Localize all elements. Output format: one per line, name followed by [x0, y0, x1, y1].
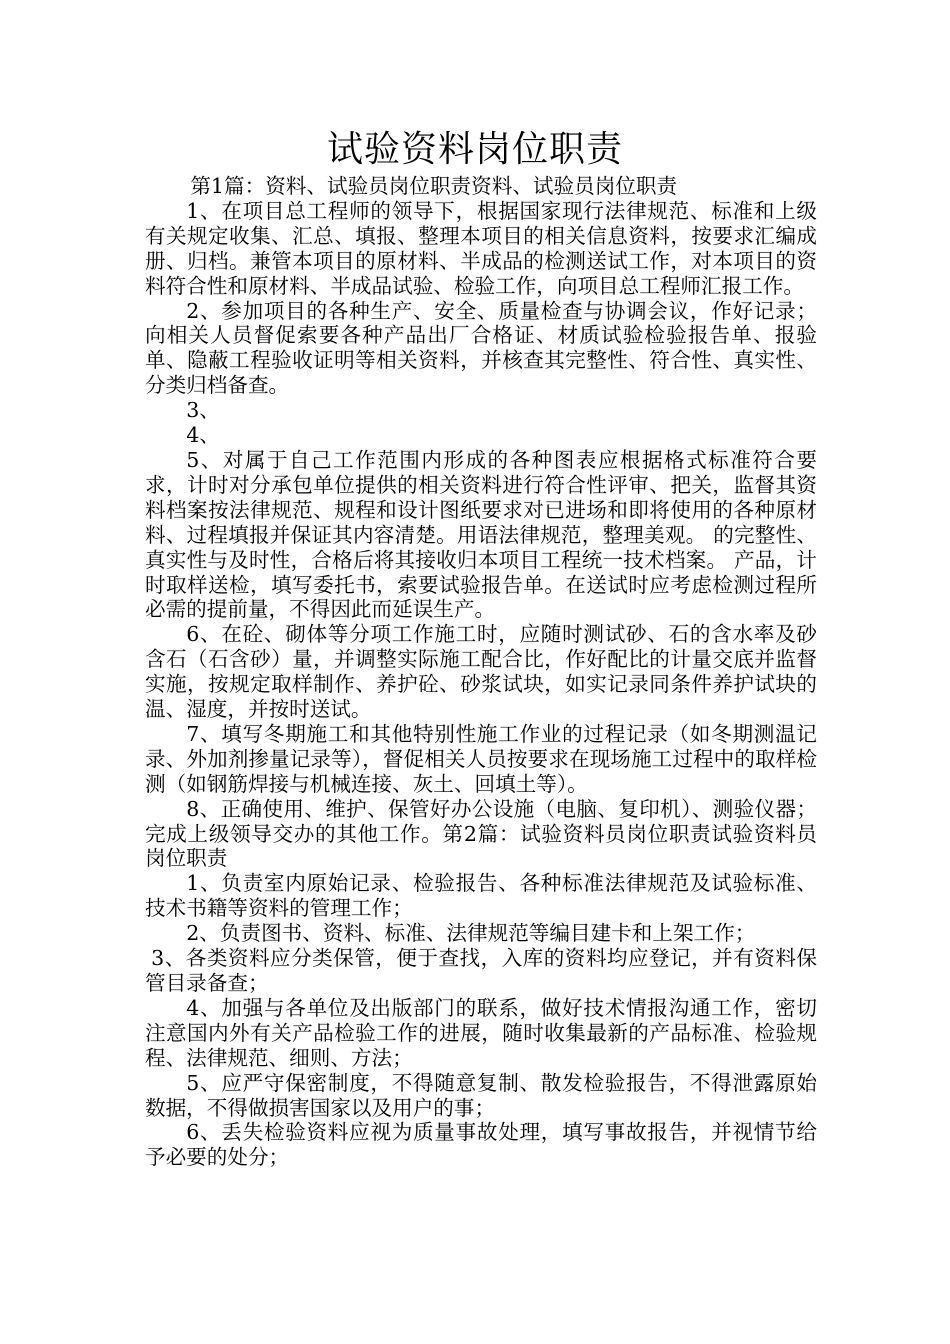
paragraph-item-2-2: 2、负责图书、资料、标准、法律规范等编目建卡和上架工作； — [186, 921, 756, 946]
document-title: 试验资料岗位职责 — [326, 129, 623, 170]
paragraph-item-2: 2、参加项目的各种生产、安全、质量检查与协调会议，作好记录；向相关人员督促索要各种产品出厂合格证、材质试验检验报告单、报验单、隐蔽工程验收证明等相关资料，并核查其完整性、符合性、真实性、分类归档备查。 — [145, 298, 817, 398]
paragraph-item-3: 3、 — [186, 398, 220, 423]
document-body — [145, 174, 817, 1170]
paragraph-item-1: 1、在项目总工程师的领导下，根据国家现行法律规范、标准和上级有关规定收集、汇总、填报、整理本项目的相关信息资料，按要求汇编成册、归档。兼管本项目的原材料、半成品的检测送试工作，对本项目的资料符合性和原材料、半成品试验、检验工作，向项目总工程师汇报工作。 — [145, 198, 817, 298]
paragraph-item-4: 4、 — [186, 423, 220, 448]
paragraph-item-2-5: 5、应严守保密制度，不得随意复制、散发检验报告，不得泄露原始数据，不得做损害国家以及用户的事； — [145, 1070, 817, 1120]
paragraph-item-2-4: 4、加强与各单位及出版部门的联系，做好技术情报沟通工作，密切注意国内外有关产品检验工作的进展，随时收集最新的产品标准、检验规程、法律规范、细则、方法； — [145, 995, 817, 1070]
paragraph-item-5: 5、对属于自己工作范围内形成的各种图表应根据格式标准符合要求，计时对分承包单位提供的相关资料进行符合性评审、把关，监督其资料档案按法律规范、规程和设计图纸要求对已进场和即将使用的各种原材料、过程填报并保证其内容清楚。用语法律规范，整理美观。 的完整性、真实性与及时性，合格后将其接收归本项目工程统一技术档案。 产品，计时取样送检，填写委托书，索要试验报告单。在送试时应考虑检测过程所必需的提前量，不得因此而延误生产。 — [145, 447, 817, 622]
section-heading-1: 第1篇：资料、试验员岗位职责资料、试验员岗位职责 — [190, 174, 678, 198]
paragraph-item-2-3: 3、各类资料应分类保管，便于查找，入库的资料均应登记，并有资料保管目录备查； — [145, 946, 817, 995]
paragraph-item-2-6: 6、丢失检验资料应视为质量事故处理，填写事故报告，并视情节给予必要的处分； — [145, 1120, 817, 1170]
paragraph-item-7: 7、填写冬期施工和其他特别性施工作业的过程记录（如冬期测温记录、外加剂掺量记录等），督促相关人员按要求在现场施工过程中的取样检测（如钢筋焊接与机械连接、灰土、回填土等）。 — [145, 721, 817, 796]
paragraph-item-8: 8、正确使用、维护、保管好办公设施（电脑、复印机）、测验仪器；完成上级领导交办的其他工作。第2篇：试验资料员岗位职责试验资料员岗位职责 — [145, 796, 817, 871]
paragraph-item-6: 6、在砼、砌体等分项工作施工时，应随时测试砂、石的含水率及砂含石（石含砂）量，并调整实际施工配合比，作好配比的计量交底并监督实施，按规定取样制作、养护砼、砂浆试块，如实记录同条件养护试块的温、湿度，并按时送试。 — [145, 622, 817, 722]
paragraph-item-2-1: 1、负责室内原始记录、检验报告、各种标准法律规范及试验标准、技术书籍等资料的管理工作； — [145, 871, 817, 921]
